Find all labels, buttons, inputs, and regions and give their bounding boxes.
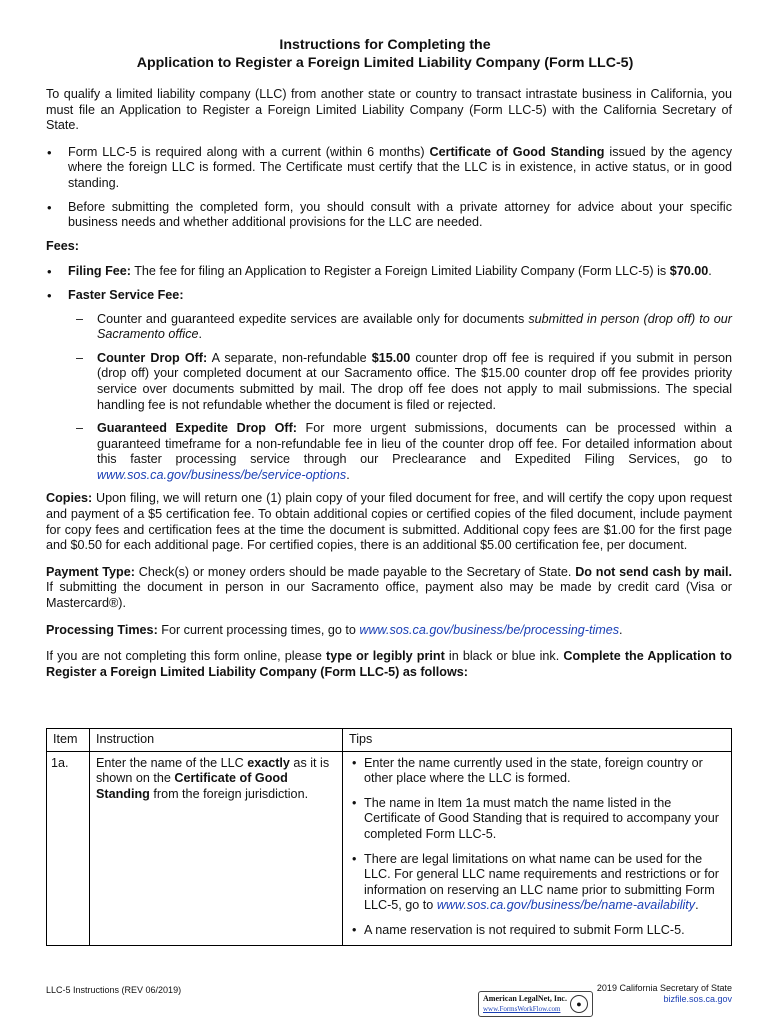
tip-item: • The name in Item 1a must match the name listed in the Certificate of Good Standing that is required to accompany your completed Form LLC-5. [349, 796, 725, 843]
sub-guaranteed-expedite [46, 421, 732, 483]
counter-drop-off-label: Counter Drop Off: [97, 350, 208, 365]
complete-text: If you are not completing this form online, please [46, 649, 327, 664]
bullet-bold: Certificate of Good Standing [429, 144, 605, 159]
sub-italic: submitted in person (drop off) to our Sacramento office [97, 311, 733, 342]
ins-text: as it is shown on the [96, 755, 330, 786]
form-revision: LLC-5 Instructions (REV 06/2019) [46, 985, 182, 995]
tip-item [349, 852, 725, 914]
footer-right [597, 983, 732, 1005]
faster-service-label: Faster Service Fee: [68, 287, 184, 302]
tips-cell [343, 751, 732, 945]
processing-paragraph [46, 623, 732, 639]
stamp-url[interactable]: www.FormsWorkFlow.com [483, 1005, 561, 1013]
sub-text: For more urgent submissions, documents can be processed within a guaranteed timeframe for a non-refundable fee in lieu of the counter drop off fee. For detailed information about this faster processing service through our Preclearance and Expedited Filing Services, go to [97, 421, 733, 467]
payment-bold: Do not send cash by mail. [575, 564, 733, 579]
expedite-label: Guaranteed Expedite Drop Off: [97, 421, 297, 436]
page-title [0, 36, 770, 72]
processing-times-link[interactable]: www.sos.ca.gov/business/be/processing-times [359, 622, 620, 637]
instructions-table [46, 728, 732, 946]
instructions-body [46, 87, 732, 691]
ins-text: from the foreign jurisdiction. [149, 786, 309, 801]
counter-drop-off-amount: $15.00 [371, 350, 411, 365]
bullet-text: issued by the agency where the foreign LLC is formed. The Certificate must certify that the LLC is in existence, in active status, or in good standing. [68, 144, 732, 190]
ins-bold: Certificate of Good Standing [96, 771, 288, 801]
intro-paragraph: To qualify a limited liability company (LLC) from another state or country to transact intrastate business in California, you must file an Application to Register a Foreign Limited Liability Company (Form LLC-5) with the California Secretary of State. [46, 87, 732, 133]
processing-label: Processing Times: [46, 622, 158, 637]
sub-text: counter drop off fee is required if you submit in person (drop off) your completed document at our Sacramento office. The $15.00 counter drop off fee provides priority service over documents submitted by mail. The drop off fee does not apply to mail submissions. The special handling fee is not refundable whether the document is filed or rejected. [97, 350, 732, 412]
payment-text: If submitting the document in person in our Sacramento office, payment also may be made by credit card (Visa or Mastercard®). [46, 580, 732, 611]
header-instruction: Instruction [90, 729, 343, 752]
sub-text: A separate, non-refundable [207, 350, 372, 365]
sub-end: . [198, 327, 203, 342]
complete-text: in black or blue ink. [444, 649, 564, 664]
copyright: 2019 California Secretary of State [596, 983, 732, 993]
table-row [47, 751, 732, 945]
service-options-link[interactable]: www.sos.ca.gov/business/be/service-options [97, 467, 347, 482]
instruction-cell [90, 751, 343, 945]
complete-bold: type or legibly print [326, 649, 445, 664]
payment-label: Payment Type: [46, 564, 135, 579]
title-line-2: Application to Register a Foreign Limited Liability Company (Form LLC-5) [136, 55, 634, 71]
complete-paragraph [46, 649, 732, 680]
filing-fee-label: Filing Fee: [68, 264, 131, 279]
header-item: Item [47, 729, 90, 752]
item-number: 1a. [47, 751, 90, 945]
bullet-certificate [46, 145, 732, 192]
copies-text: Upon filing, we will return one (1) plain copy of your filed document for free, and will certify the copy upon request and payment of a $5 certification fee. To obtain additional copies or certified copies of the filed document, include payment for copy fees and certification fees at the time the document is submitted. Additional copy fees are $1.00 for the first page and $0.50 for each additional page. For certified copies, there is an additional $5.00 certification fee, per document. [46, 491, 732, 553]
copies-label: Copies: [46, 491, 93, 506]
sub-counter-drop-off [46, 351, 732, 413]
fees-heading: Fees: [46, 238, 79, 253]
filing-fee-text: The fee for filing an Application to Register a Foreign Limited Liability Company (Form LLC-5) is [130, 264, 670, 279]
seal-icon: ● [570, 995, 588, 1013]
complete-bold: Complete the Application to Register a Foreign Limited Liability Company (Form LLC-5) as follows: [46, 649, 732, 679]
legalnet-stamp [478, 991, 593, 1017]
payment-text: Check(s) or money orders should be made payable to the Secretary of State. [134, 564, 576, 579]
tip-item: • Enter the name currently used in the state, foreign country or other place where the LLC is formed. [349, 756, 725, 787]
filing-fee-end: . [708, 264, 712, 279]
payment-paragraph [46, 565, 732, 612]
sub-text: Counter and guaranteed expedite services are available only for documents [97, 311, 529, 326]
ins-bold: exactly [247, 755, 290, 770]
processing-text: For current processing times, go to [157, 622, 360, 637]
filing-fee-amount: $70.00 [669, 264, 709, 279]
bullet-faster-service [46, 288, 732, 304]
sub-end: . [346, 467, 350, 482]
processing-end: . [619, 622, 623, 637]
name-availability-link[interactable]: www.sos.ca.gov/business/be/name-availability [436, 898, 696, 913]
tip-text: There are legal limitations on what name can be used for the LLC. For general LLC name requirements and restrictions or for information on reserving an LLC name prior to submitting Form LLC-5, go to [364, 851, 719, 913]
ins-text: Enter the name of the LLC [96, 755, 248, 770]
copies-paragraph [46, 491, 732, 553]
tip-end: . [695, 898, 699, 913]
stamp-org: American LegalNet, Inc. [483, 994, 567, 1003]
table-header-row [47, 729, 732, 752]
header-tips: Tips [343, 729, 732, 752]
bullet-attorney: • Before submitting the completed form, you should consult with a private attorney for advice about your specific business needs and whether additional provisions for the LLC are needed. [46, 200, 732, 231]
title-line-1: Instructions for Completing the [279, 37, 491, 53]
bizfile-link[interactable]: bizfile.sos.ca.gov [663, 994, 732, 1004]
sub-counter-expedite [46, 312, 732, 343]
bullet-text: Form LLC-5 is required along with a current (within 6 months) [68, 144, 430, 159]
tip-item: • A name reservation is not required to submit Form LLC-5. [349, 923, 725, 939]
bullet-filing-fee [46, 264, 732, 280]
